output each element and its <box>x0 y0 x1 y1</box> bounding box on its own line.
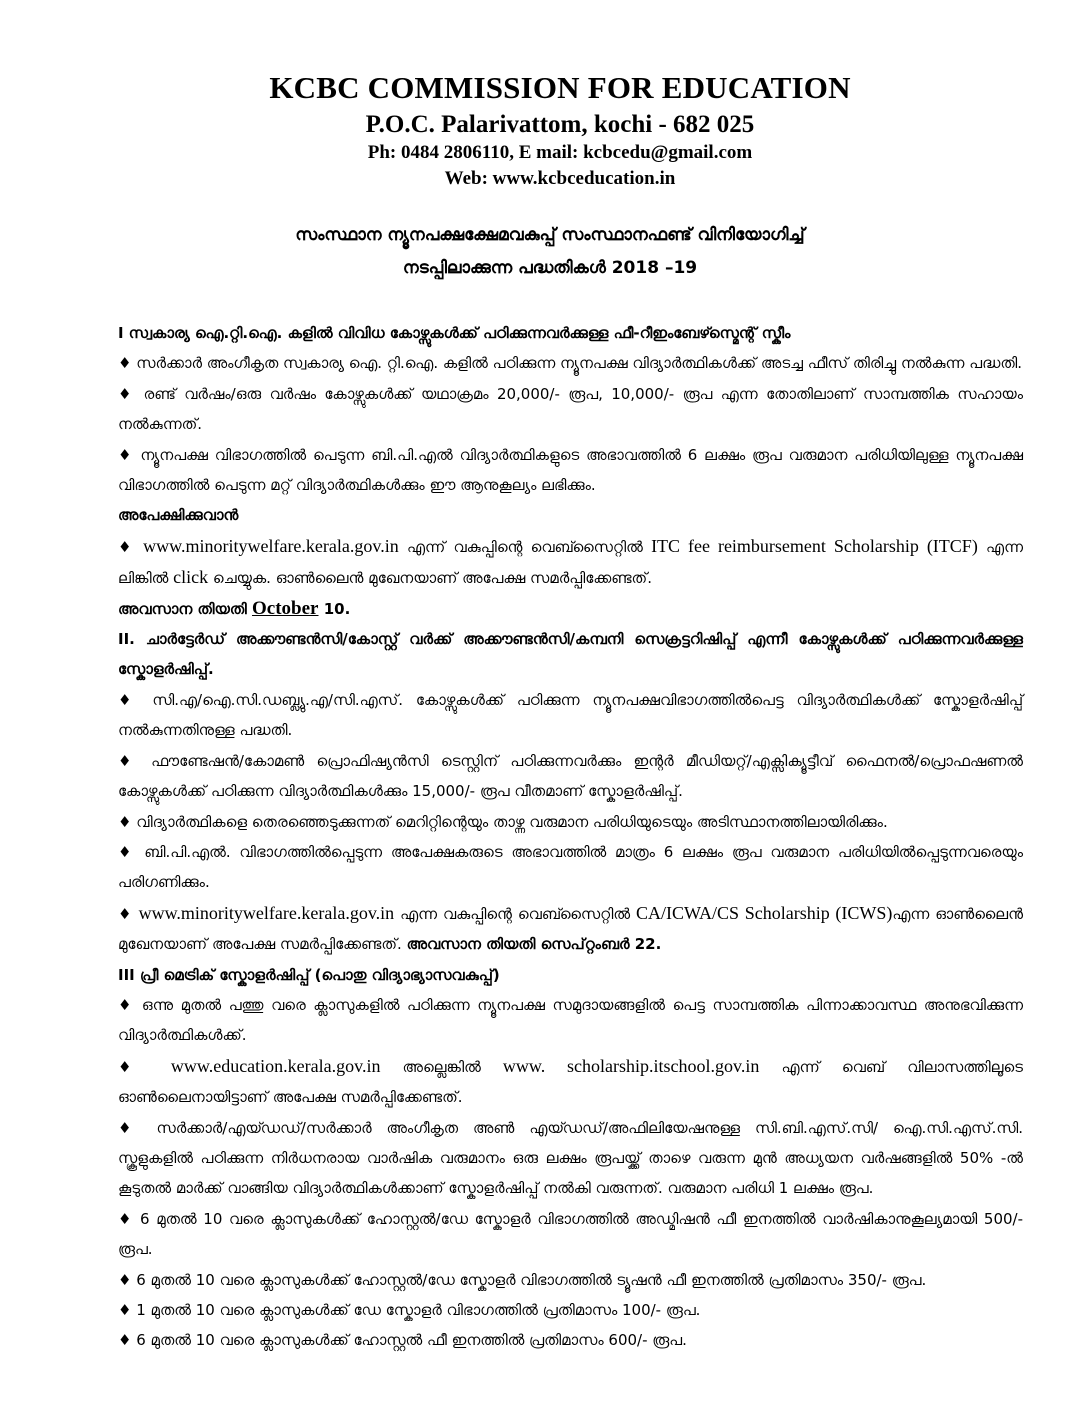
section-2-apply-bullet <box>118 898 1023 960</box>
apply-text: എന്ന് വകുപ്പിന്റെ വെബ്സൈറ്റില്‍ <box>398 537 652 556</box>
apply-heading: അപേക്ഷിക്കുവാന്‍ <box>118 506 239 525</box>
section-1-bullet: ♦ സര്‍ക്കാര്‍ അംഗീകൃത സ്വകാര്യ ഐ. റ്റി.ഐ. കളില്‍ പഠിക്കുന്ന ന്യൂനപക്ഷ വിദ്യാര്‍ത്ഥികള്‍ക്ക് അടച്ച ഫീസ് തിരിച്ചു നല്‍കുന്ന പദ്ധതി. <box>118 354 1023 373</box>
apply-text: എന്ന ലിങ്കില്‍ <box>118 537 1023 588</box>
apply-text: എന്ന് വെബ് വിലാസത്തിലൂടെ ഓണ്‍ലൈനായിട്ടാണ് അപേക്ഷ സമര്‍പ്പിക്കേണ്ടത്. <box>118 1057 1023 1107</box>
section-3-heading: III പ്രീ മെട്രിക് സ്കോളര്‍ഷിപ്പ് (പൊതു വിദ്യാഭ്യാസവകുപ്പ്) <box>118 965 500 984</box>
apply-text: അല്ലെങ്കില്‍ <box>380 1057 503 1076</box>
apply-text: എന്ന ഓണ്‍ലൈന്‍ മുഖേനയാണ് അപേക്ഷ സമര്‍പ്പിക്കേണ്ടത്. <box>118 904 1024 954</box>
deadline-label: അവസാന തിയതി <box>118 599 253 618</box>
website-url: www.minoritywelfare.kerala.gov.in <box>138 902 395 923</box>
section-2-bullet: ♦ ബി.പി.എല്‍. വിഭാഗത്തില്‍പ്പെടുന്ന അപേക്ഷകരുടെ അഭാവത്തില്‍ മാത്രം 6 ലക്ഷം രൂപ വരുമാന പരിധിയില്‍പ്പെടുന്നവരെയും പരിഗണിക്കും. <box>118 842 1023 892</box>
section-3-bullet: ♦ 1 മുതല്‍ 10 വരെ ക്ലാസുകള്‍ക്ക് ഡേ സ്കോളര്‍ വിഭാഗത്തില്‍ പ്രതിമാസം 100/- രൂപ. <box>118 1301 701 1319</box>
section-1-apply-bullet <box>118 531 1023 594</box>
scheme-name: ITC fee reimbursement Scholarship (ITCF) <box>651 535 978 556</box>
section-2-bullet: ♦ വിദ്യാര്‍ത്ഥികളെ തെരഞ്ഞെടുക്കുന്നത് മെറിറ്റിന്റെയും താഴ്ന്ന വരുമാന പരിധിയുടെയും അടിസ്ഥാനത്തിലായിരിക്കും. <box>118 812 888 831</box>
website-url: www.education.kerala.gov.in <box>170 1055 381 1076</box>
org-name: KCBC COMMISSION FOR EDUCATION <box>269 70 851 105</box>
deadline-month: October <box>252 597 319 619</box>
document-body <box>118 318 1023 1356</box>
org-web: Web: www.kcbceducation.in <box>444 168 676 189</box>
doc-title-line1: സംസ്ഥാന ന്യൂനപക്ഷക്ഷേമവകുപ്പ് സംസ്ഥാനഫണ്ട് വിനിയോഗിച്ച് <box>295 225 805 245</box>
section-1-bullet: ♦ ന്യൂനപക്ഷ വിഭാഗത്തില്‍ പെടുന്ന ബി.പി.എല്‍ വിദ്യാര്‍ത്ഥികളുടെ അഭാവത്തില്‍ 6 ലക്ഷം രൂപ വരുമാന പരിധിയിലുള്ള ന്യൂനപക്ഷ വിഭാഗത്തില്‍ പെടുന്ന മറ്റ് വിദ്യാര്‍ത്ഥികള്‍ക്കും ഈ ആനുകൂല്യം ലഭിക്കും. <box>118 445 1023 495</box>
section-3-bullet: ♦ 6 മുതല്‍ 10 വരെ ക്ലാസുകള്‍ക്ക് ഹോസ്റ്റല്‍/ഡേ സ്കോളര്‍ വിഭാഗത്തില്‍ ട്യൂഷന്‍ ഫീ ഇനത്തില്‍ പ്രതിമാസം 350/- രൂപ. <box>118 1270 927 1289</box>
bullet-icon: ♦ <box>118 1057 171 1076</box>
section-2-bullet: ♦ ഫൗണ്ടേഷന്‍/കോമണ്‍ പ്രൊഫിഷ്യന്‍സി ടെസ്റ്റിന് പഠിക്കുന്നവര്‍ക്കും ഇന്റര്‍ മീഡിയറ്റ്/എക്സിക്യൂട്ടീവ് ഫൈനല്‍/പ്രൊഫഷണല്‍ കോഴ്സുകള്‍ക്ക് പഠിക്കുന്ന വിദ്യാര്‍ത്ഥികള്‍ക്കും 15,000/- രൂപ വീതമാണ് സ്കോളര്‍ഷിപ്പ്. <box>118 751 1023 801</box>
section-3-bullet: ♦ സര്‍ക്കാര്‍/എയ്ഡഡ്/സര്‍ക്കാര്‍ അംഗീകൃത അണ്‍ എയ്ഡഡ്/അഫിലിയേഷനുള്ള സി.ബി.എസ്.സി/ ഐ.സി.എസ്.സി. സ്കൂളുകളില്‍ പഠിക്കുന്ന നിര്‍ധനരായ വാര്‍ഷിക വരുമാനം ഒരു ലക്ഷം രൂപയ്ക്ക് താഴെ വരുന്ന മുന്‍ അധ്യയന വര്‍ഷങ്ങളില്‍ 50% -ല്‍ കൂടുതല്‍ മാര്‍ക്ക് വാങ്ങിയ വിദ്യാര്‍ത്ഥികള്‍ക്കാണ് സ്കോളര്‍ഷിപ്പ് നല്‍കി വരുന്നത്. വരുമാന പരിധി 1 ലക്ഷം രൂപ. <box>118 1118 1023 1198</box>
section-2-bullet: ♦ സി.എ/ഐ.സി.ഡബ്ല്യു.എ/സി.എസ്. കോഴ്സുകള്‍ക്ക് പഠിക്കുന്ന ന്യൂനപക്ഷവിഭാഗത്തില്‍പെട്ട വിദ്യാര്‍ത്ഥികള്‍ക്ക് സ്കോളര്‍ഷിപ്പ് നല്‍കുന്നതിനുള്ള പദ്ധതി. <box>118 690 1023 740</box>
section-3-bullet: ♦ ഒന്നു മുതല്‍ പത്തു വരെ ക്ലാസുകളില്‍ പഠിക്കുന്ന ന്യൂനപക്ഷ സമുദായങ്ങളില്‍ പെട്ട സാമ്പത്തിക പിന്നാക്കാവസ്ഥ അനുഭവിക്കുന്ന വിദ്യാര്‍ത്ഥികള്‍ക്ക്. <box>118 995 1023 1045</box>
doc-title-line2: നടപ്പിലാക്കുന്ന പദ്ധതികള്‍ 2018 –19 <box>402 258 698 278</box>
website-url: www.minoritywelfare.kerala.gov.in <box>143 535 399 556</box>
scheme-name: CA/ICWA/CS Scholarship (ICWS) <box>636 902 893 923</box>
org-address: P.O.C. Palarivattom, kochi - 682 025 <box>365 111 755 138</box>
section-3-bullet: ♦ 6 മുതല്‍ 10 വരെ ക്ലാസുകള്‍ക്ക് ഹോസ്റ്റല്‍/ഡേ സ്കോളര്‍ വിഭാഗത്തില്‍ അഡ്മിഷന്‍ ഫീ ഇനത്തില്‍ വാര്‍ഷികാനുകൂല്യമായി 500/- രൂപ. <box>118 1209 1023 1259</box>
bullet-icon: ♦ <box>118 537 144 556</box>
section-3-apply-bullet <box>118 1051 1023 1113</box>
deadline-text: അവസാന തിയതി സെപ്റ്റംബര്‍ 22. <box>406 935 662 954</box>
bullet-icon: ♦ <box>118 904 139 923</box>
click-text: click <box>173 567 209 588</box>
section-1-heading: I സ്വകാര്യ ഐ.റ്റി.ഐ. കളില്‍ വിവിധ കോഴ്സുകള്‍ക്ക് പഠിക്കുന്നവര്‍ക്കുള്ള ഫീ-റീഇംബേഴ്സ്മെന്റ് സ്കീം <box>118 324 791 342</box>
section-2-heading: II. ചാര്‍ട്ടേര്‍ഡ് അക്കൗണ്ടന്‍സി/കോസ്റ്റ് വര്‍ക്ക് അക്കൗണ്ടന്‍സി/കമ്പനി സെക്രട്ടറിഷിപ്പ് എന്നീ കോഴ്സുകള്‍ക്ക് പഠിക്കുന്നവര്‍ക്കുള്ള സ്കോളര്‍ഷിപ്പ്. <box>118 630 1023 679</box>
apply-text: ചെയ്യുക. ഓണ്‍ലൈന്‍ മുഖേനയാണ് അപേക്ഷ സമര്‍പ്പിക്കേണ്ടത്. <box>208 569 652 588</box>
org-contact: Ph: 0484 2806110, E mail: kcbcedu@gmail.com <box>367 142 753 163</box>
section-1-deadline <box>118 594 1023 624</box>
deadline-day: 10. <box>318 599 351 618</box>
section-1-bullet: ♦ രണ്ട് വര്‍ഷം/ഒരു വര്‍ഷം കോഴ്സുകള്‍ക്ക് യഥാക്രമം 20,000/- രൂപ, 10,000/- രൂപ എന്ന തോതിലാണ് സാമ്പത്തിക സഹായം നല്‍കുന്നത്. <box>118 384 1023 434</box>
apply-text: എന്ന വകുപ്പിന്റെ വെബ്സൈറ്റില്‍ <box>394 904 637 923</box>
section-3-bullet: ♦ 6 മുതല്‍ 10 വരെ ക്ലാസുകള്‍ക്ക് ഹോസ്റ്റല്‍ ഫീ ഇനത്തില്‍ പ്രതിമാസം 600/- രൂപ. <box>118 1331 687 1350</box>
website-url: www. scholarship.itschool.gov.in <box>502 1055 760 1076</box>
